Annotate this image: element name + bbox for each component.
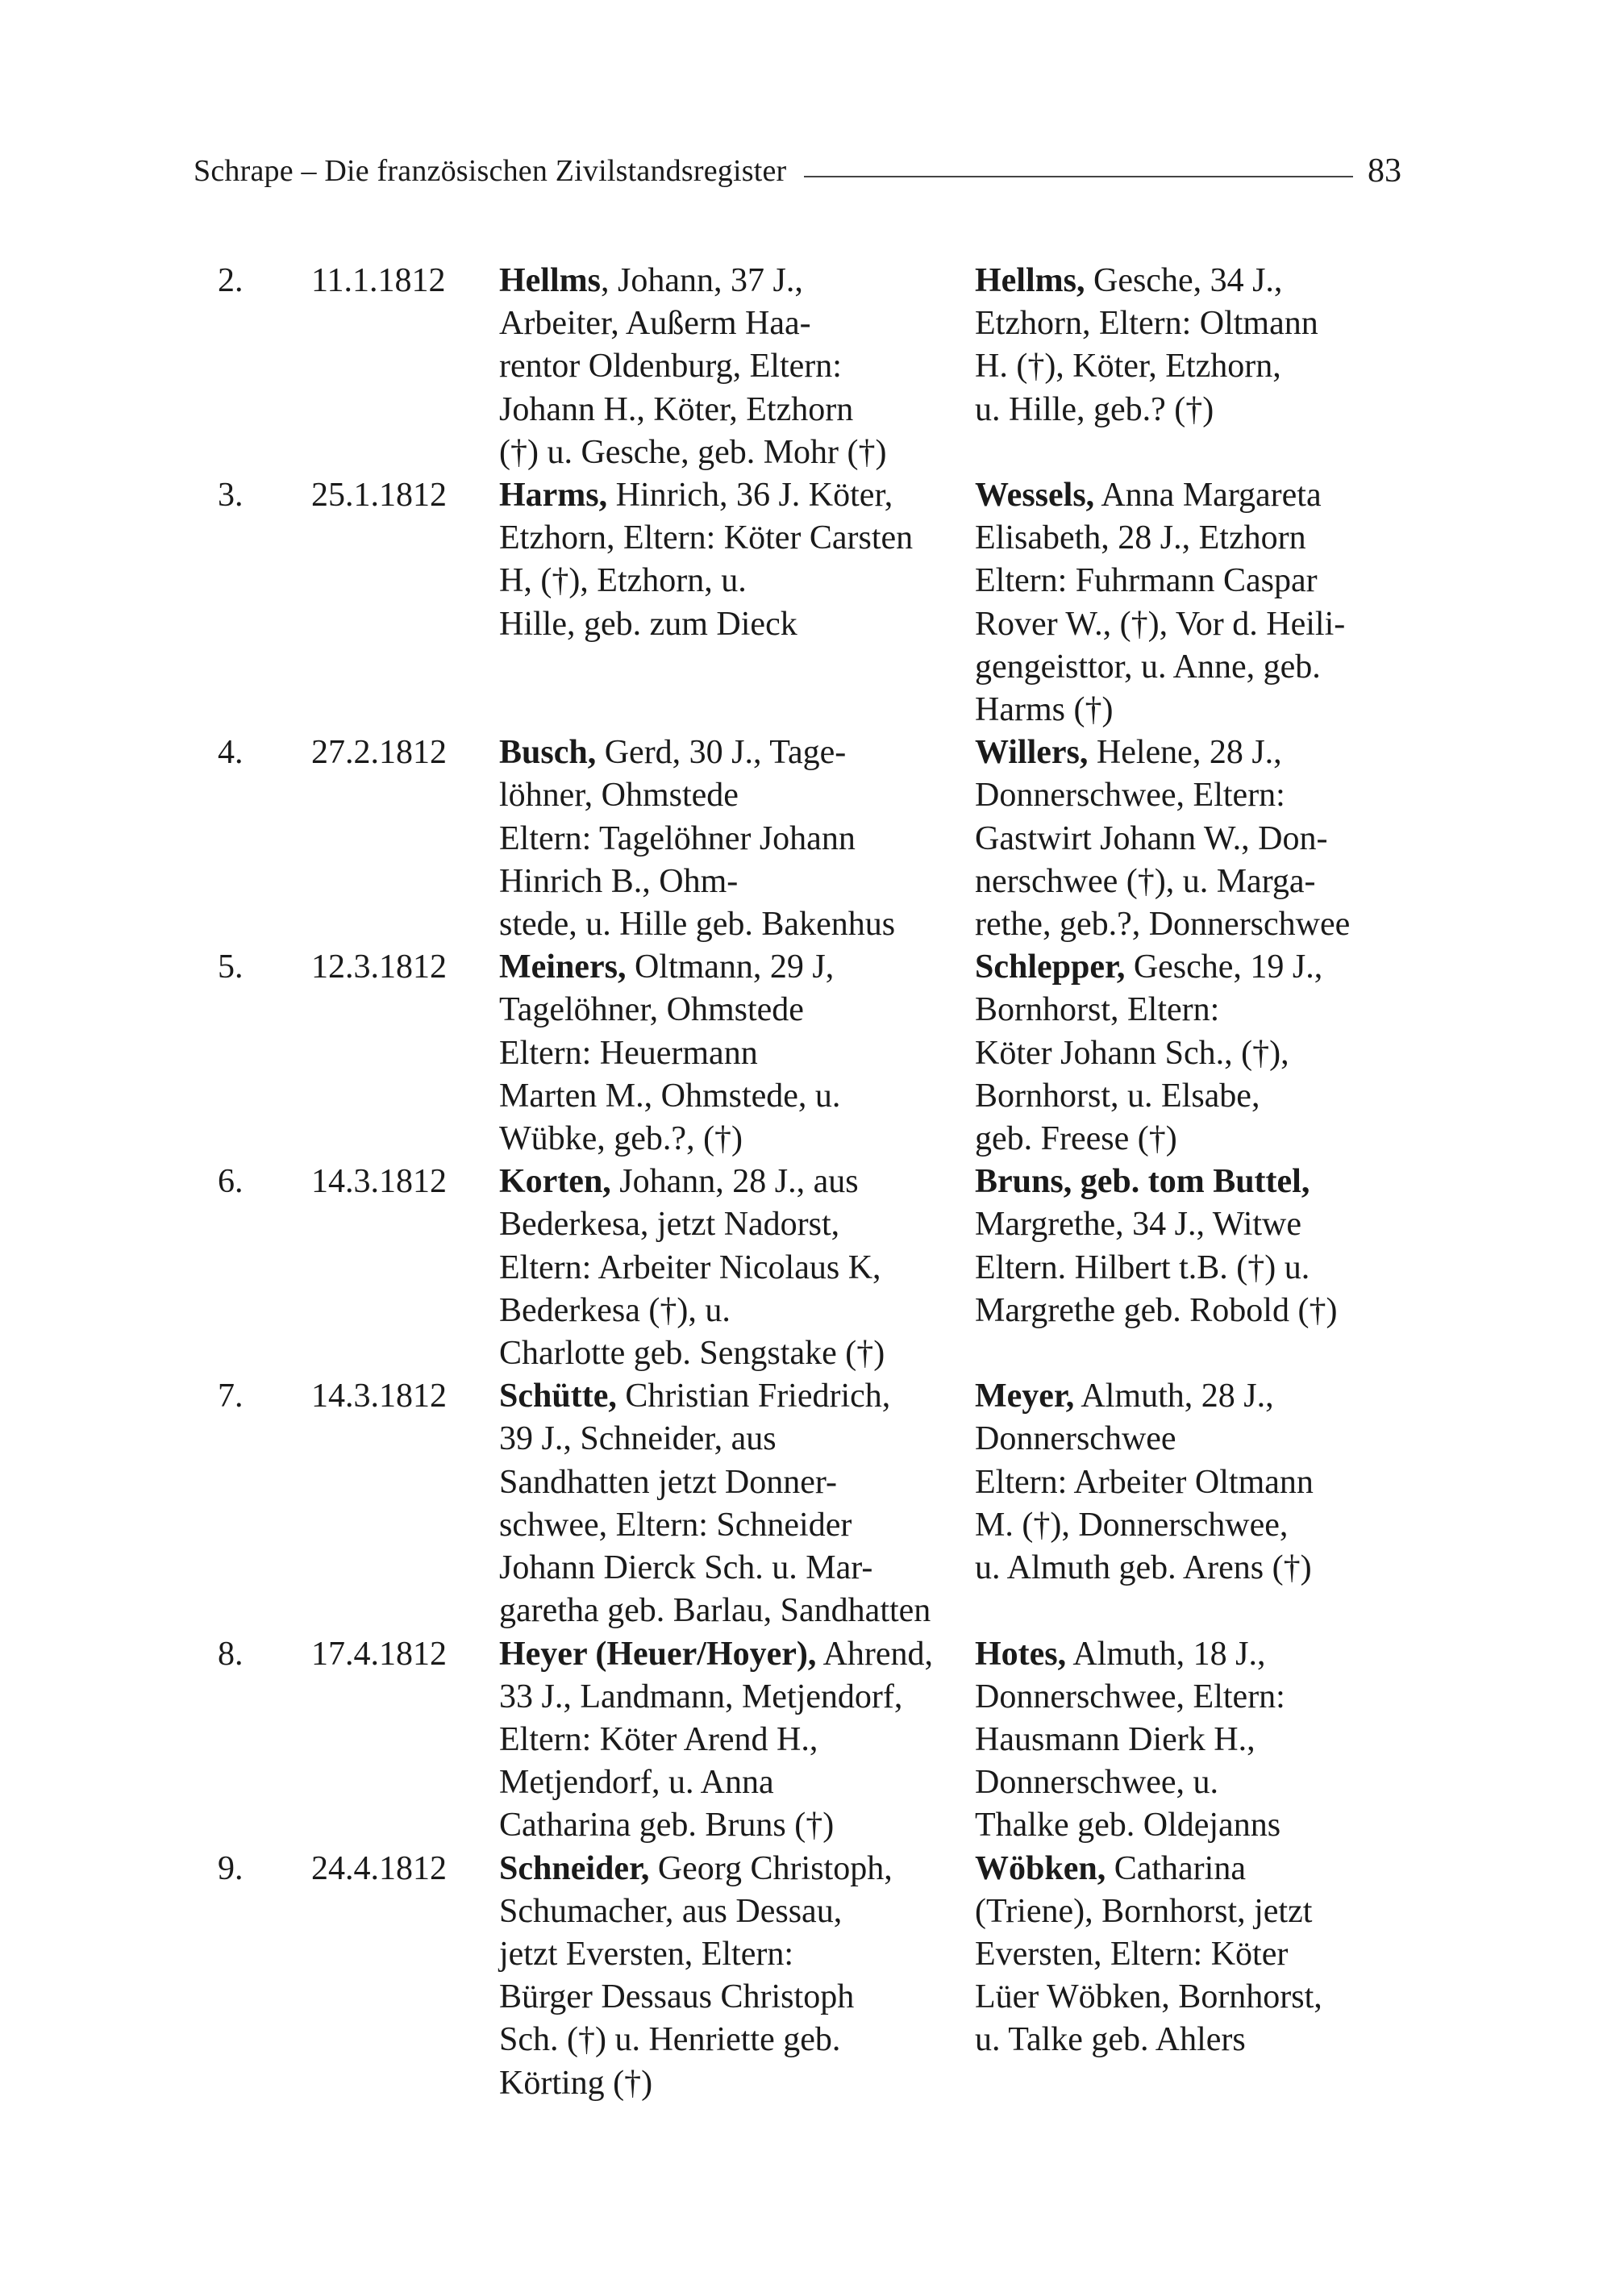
entry-number: 7. [218,1378,244,1415]
groom-surname: Meiners, [499,948,627,986]
bride-line-text: Almuth, 28 J., [1074,1378,1274,1415]
groom-line [499,1375,975,1418]
bride-surname: Wöbken, [975,1849,1106,1887]
bride-line: Etzhorn, Eltern: Oltmann [975,305,1318,343]
groom-line: Metjendorf, u. Anna [499,1764,774,1802]
groom-line: H, (†), Etzhorn, u. [499,562,747,600]
bride-line [975,1375,1411,1418]
bride-line: Bornhorst, Eltern: [975,991,1220,1029]
bride-details [975,946,1411,1161]
groom-line [499,474,975,517]
groom-surname: Schütte, [499,1378,617,1415]
groom-line: Eltern: Heuermann [499,1034,758,1072]
groom-line: schwee, Eltern: Schneider [499,1506,852,1544]
groom-line: rentor Oldenburg, Eltern: [499,348,842,386]
running-title: Schrape – Die französischen Zivilstandsregister [194,154,787,188]
groom-line: Arbeiter, Außerm Haa- [499,305,811,343]
bride-line [975,474,1411,517]
groom-details [499,1375,975,1632]
bride-line-text: Gesche, 34 J., [1085,262,1283,299]
bride-line: H. (†), Köter, Etzhorn, [975,348,1281,386]
bride-line: Gastwirt Johann W., Don- [975,819,1328,857]
bride-surname: Willers, [975,734,1089,772]
register-entry [218,946,1411,1161]
groom-line: Wübke, geb.?, (†) [499,1120,743,1158]
groom-line: Körting (†) [499,2064,653,2102]
groom-details [499,474,975,732]
register-entry [218,732,1411,946]
bride-line [975,1633,1411,1676]
groom-line: Sch. (†) u. Henriette geb. [499,2021,841,2059]
groom-line-text: Ahrend, [816,1635,934,1673]
groom-line: Johann H., Köter, Etzhorn [499,390,854,428]
groom-line: 33 J., Landmann, Metjendorf, [499,1678,903,1715]
bride-line: Margrethe, 34 J., Witwe [975,1206,1302,1244]
groom-line [499,946,975,989]
bride-surname: Meyer, [975,1378,1075,1415]
bride-line [975,946,1411,989]
running-header [194,145,1401,197]
header-rule [804,176,1353,177]
groom-details [499,1633,975,1848]
bride-details [975,1375,1411,1632]
marriage-register-list [218,260,1411,2105]
groom-line-text: , Johann, 37 J., [600,262,803,299]
groom-line: Johann Dierck Sch. u. Mar- [499,1549,873,1587]
bride-surname: Wessels, [975,477,1095,515]
groom-line [499,1161,975,1203]
groom-surname: Korten, [499,1163,611,1201]
bride-line: Thalke geb. Oldejanns [975,1807,1281,1844]
bride-line [975,260,1411,302]
groom-line-text: Christian Friedrich, [616,1378,891,1415]
bride-line: Eltern: Arbeiter Oltmann [975,1463,1314,1501]
entry-number: 9. [218,1849,244,1887]
bride-details [975,1633,1411,1848]
groom-line: Bederkesa, jetzt Nadorst, [499,1206,840,1244]
groom-details [499,732,975,946]
groom-surname: Heyer (Heuer/Hoyer), [499,1635,817,1673]
entry-date: 27.2.1812 [311,734,447,772]
bride-surname: Schlepper, [975,948,1126,986]
groom-line-text: Hinrich, 36 J. Köter, [607,477,893,515]
bride-line-text: Gesche, 19 J., [1125,948,1323,986]
groom-line: jetzt Eversten, Eltern: [499,1935,794,1973]
bride-line: Donnerschwee [975,1420,1176,1458]
groom-line: stede, u. Hille geb. Bakenhus [499,906,896,944]
bride-line: u. Almuth geb. Arens (†) [975,1549,1312,1587]
groom-details [499,260,975,474]
bride-line: gengeisttor, u. Anne, geb. [975,648,1321,686]
groom-line: Schumacher, aus Dessau, [499,1892,843,1930]
bride-details [975,1161,1411,1375]
groom-line: Tagelöhner, Ohmstede [499,991,804,1029]
groom-line: 39 J., Schneider, aus [499,1420,777,1458]
entry-number: 6. [218,1163,244,1201]
groom-line: Sandhatten jetzt Donner- [499,1463,838,1501]
groom-line: Eltern: Arbeiter Nicolaus K, [499,1248,881,1286]
register-entry [218,1375,1411,1632]
register-entry [218,1633,1411,1848]
groom-line: (†) u. Gesche, geb. Mohr (†) [499,433,887,471]
entry-number: 8. [218,1635,244,1673]
register-entry [218,260,1411,474]
entry-date: 17.4.1812 [311,1635,447,1673]
entry-number: 4. [218,734,244,772]
bride-line: Elisabeth, 28 J., Etzhorn [975,519,1306,557]
bride-line: Donnerschwee, Eltern: [975,1678,1285,1715]
register-entry [218,474,1411,732]
groom-line: Bürger Dessaus Christoph [499,1978,855,2016]
groom-line-text: Gerd, 30 J., Tage- [596,734,847,772]
entry-date: 14.3.1812 [311,1378,447,1415]
groom-line: löhner, Ohmstede [499,777,739,815]
bride-details [975,260,1411,474]
bride-surname: Hellms, [975,262,1085,299]
page-number: 83 [1368,152,1401,190]
bride-line: Donnerschwee, Eltern: [975,777,1285,815]
bride-details [975,1848,1411,2105]
entry-number: 3. [218,477,244,515]
entry-date: 12.3.1812 [311,948,447,986]
groom-line: Etzhorn, Eltern: Köter Carsten [499,519,914,557]
bride-line: Donnerschwee, u. [975,1764,1219,1802]
groom-line-text: Johann, 28 J., aus [610,1163,859,1201]
bride-line: M. (†), Donnerschwee, [975,1506,1289,1544]
bride-line [975,732,1411,774]
entry-date: 14.3.1812 [311,1163,447,1201]
bride-line: Lüer Wöbken, Bornhorst, [975,1978,1322,2016]
groom-line [499,1633,975,1676]
bride-line: Bornhorst, u. Elsabe, [975,1077,1260,1115]
bride-line: u. Hille, geb.? (†) [975,390,1214,428]
bride-line-text: Anna Margareta [1094,477,1322,515]
bride-line: rethe, geb.?, Donnerschwee [975,906,1351,944]
bride-line: Harms (†) [975,691,1114,729]
bride-line: Rover W., (†), Vor d. Heili- [975,605,1346,643]
groom-line: Charlotte geb. Sengstake (†) [499,1335,885,1373]
groom-surname: Busch, [499,734,597,772]
bride-details [975,732,1411,946]
groom-surname: Schneider, [499,1849,650,1887]
groom-line: Eltern: Tagelöhner Johann [499,819,856,857]
groom-line [499,732,975,774]
groom-surname: Harms, [499,477,608,515]
groom-surname: Hellms [499,262,601,299]
groom-details [499,946,975,1161]
bride-line: geb. Freese (†) [975,1120,1177,1158]
entry-date: 25.1.1812 [311,477,447,515]
groom-line: Catharina geb. Bruns (†) [499,1807,835,1844]
bride-line-text: Almuth, 18 J., [1066,1635,1266,1673]
bride-line: Eversten, Eltern: Köter [975,1935,1289,1973]
entry-date: 11.1.1812 [311,262,446,299]
groom-line: Hille, geb. zum Dieck [499,605,797,643]
bride-line: u. Talke geb. Ahlers [975,2021,1246,2059]
groom-line-text: Georg Christoph, [649,1849,893,1887]
bride-line: Eltern. Hilbert t.B. (†) u. [975,1248,1310,1286]
bride-line: Hausmann Dierk H., [975,1720,1255,1758]
bride-line: Köter Johann Sch., (†), [975,1034,1289,1072]
bride-surname: Bruns, geb. tom Buttel, [975,1163,1310,1201]
bride-line: nerschwee (†), u. Marga- [975,862,1316,900]
register-entry [218,1848,1411,2105]
bride-line [975,1848,1411,1890]
groom-line: Hinrich B., Ohm- [499,862,739,900]
entry-date: 24.4.1812 [311,1849,447,1887]
bride-line-text: Helene, 28 J., [1088,734,1282,772]
entry-number: 2. [218,262,244,299]
bride-line [975,1161,1411,1203]
bride-details [975,474,1411,732]
groom-line: Marten M., Ohmstede, u. [499,1077,841,1115]
groom-line-text: Oltmann, 29 J, [626,948,835,986]
bride-line: Margrethe geb. Robold (†) [975,1291,1338,1329]
bride-line: Eltern: Fuhrmann Caspar [975,562,1318,600]
bride-line-text: Catharina [1106,1849,1246,1887]
register-entry [218,1161,1411,1375]
groom-details [499,1848,975,2105]
bride-surname: Hotes, [975,1635,1067,1673]
groom-line: Bederkesa (†), u. [499,1291,731,1329]
groom-line [499,1848,975,1890]
entry-number: 5. [218,948,244,986]
groom-line [499,260,975,302]
groom-details [499,1161,975,1375]
bride-line: (Triene), Bornhorst, jetzt [975,1892,1313,1930]
groom-line: Eltern: Köter Arend H., [499,1720,818,1758]
groom-line: garetha geb. Barlau, Sandhatten [499,1592,931,1630]
